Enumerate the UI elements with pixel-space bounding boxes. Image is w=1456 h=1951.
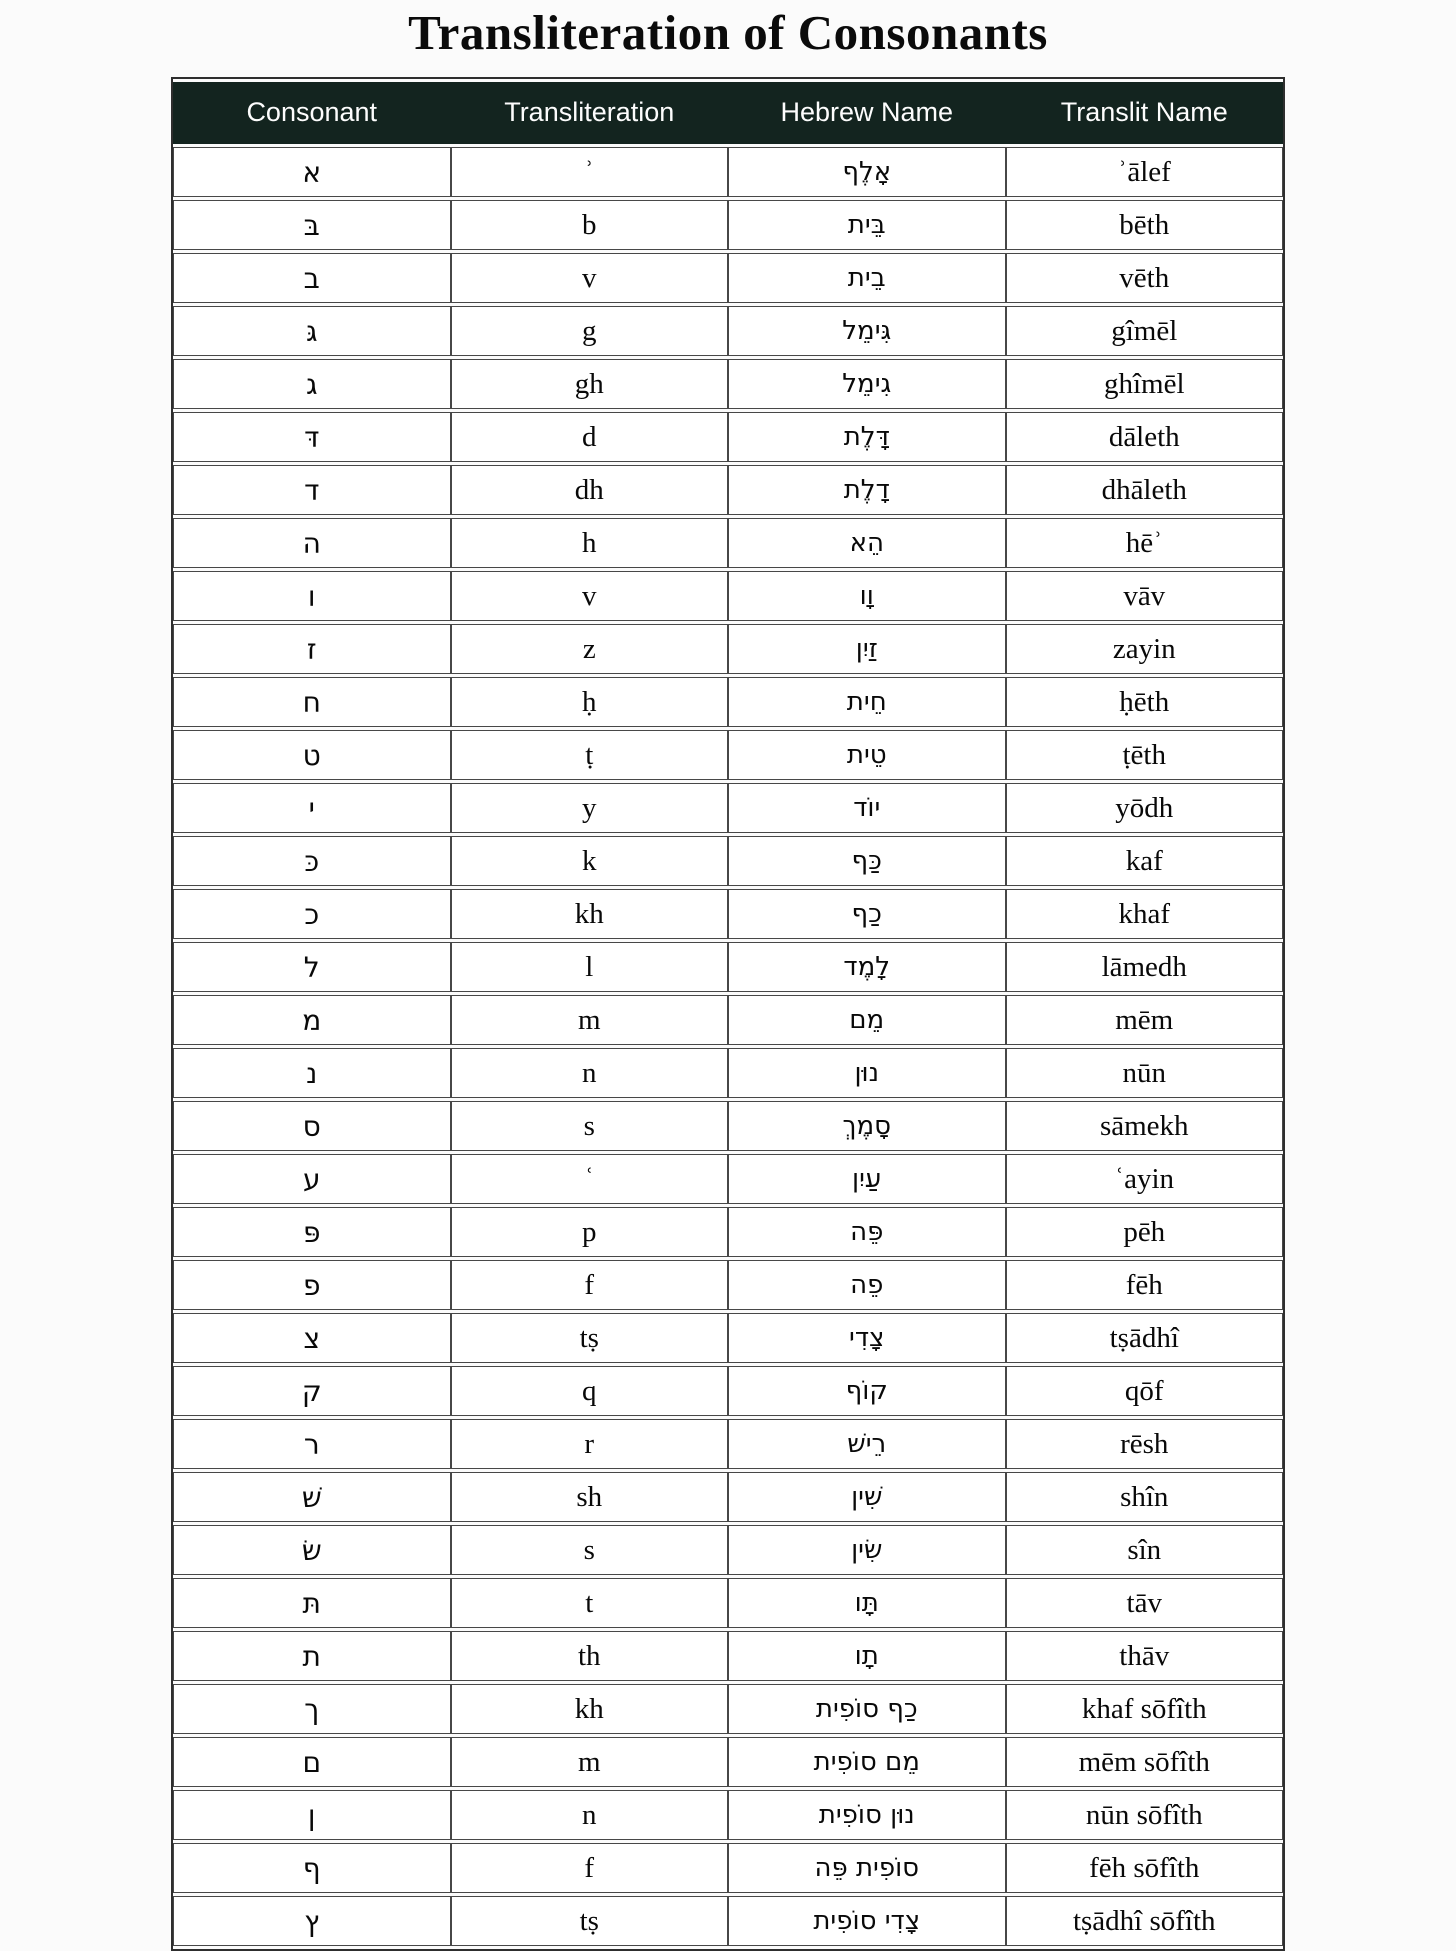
consonant-cell: ק xyxy=(173,1366,451,1416)
hebrew-name-cell: דָלֶת xyxy=(728,465,1006,515)
translit-name-cell: dāleth xyxy=(1006,412,1284,462)
consonant-cell: ה xyxy=(173,518,451,568)
translit-name-cell: shîn xyxy=(1006,1472,1284,1522)
translit-name-cell: tṣādhî sōfîth xyxy=(1006,1896,1284,1946)
table-row xyxy=(173,412,1283,462)
hebrew-name-cell: פֵּה xyxy=(728,1207,1006,1257)
consonant-cell: ס xyxy=(173,1101,451,1151)
table-row xyxy=(173,624,1283,674)
hebrew-name-cell: יוֹד xyxy=(728,783,1006,833)
hebrew-name-cell: שִׁין xyxy=(728,1472,1006,1522)
hebrew-name-cell: דָּלֶת xyxy=(728,412,1006,462)
hebrew-name-cell: נוּן xyxy=(728,1048,1006,1098)
consonant-cell: צ xyxy=(173,1313,451,1363)
consonant-cell: מ xyxy=(173,995,451,1045)
translit-name-cell: ṭēth xyxy=(1006,730,1284,780)
translit-name-cell: dhāleth xyxy=(1006,465,1284,515)
hebrew-name-cell: כַּף xyxy=(728,836,1006,886)
table-row xyxy=(173,1472,1283,1522)
translit-name-cell: hēʾ xyxy=(1006,518,1284,568)
translit-name-cell: thāv xyxy=(1006,1631,1284,1681)
consonant-cell: כ xyxy=(173,889,451,939)
translit-cell: s xyxy=(451,1525,729,1575)
consonant-cell: ט xyxy=(173,730,451,780)
hebrew-name-cell: אָלֶף xyxy=(728,147,1006,197)
translit-name-cell: mēm xyxy=(1006,995,1284,1045)
table-row xyxy=(173,306,1283,356)
translit-name-cell: mēm sōfîth xyxy=(1006,1737,1284,1787)
table-row xyxy=(173,1048,1283,1098)
table-row xyxy=(173,889,1283,939)
translit-cell: th xyxy=(451,1631,729,1681)
translit-name-cell: ghîmēl xyxy=(1006,359,1284,409)
table-row xyxy=(173,1578,1283,1628)
table-row xyxy=(173,518,1283,568)
hebrew-name-cell: זַיִן xyxy=(728,624,1006,674)
table-row xyxy=(173,1419,1283,1469)
consonant-cell: ם xyxy=(173,1737,451,1787)
hebrew-name-cell: נוּן סוֹפִית xyxy=(728,1790,1006,1840)
translit-cell: ʾ xyxy=(451,147,729,197)
consonant-cell: פ xyxy=(173,1260,451,1310)
translit-cell: tṣ xyxy=(451,1896,729,1946)
header-translit-name: Translit Name xyxy=(1006,82,1284,144)
translit-cell: f xyxy=(451,1260,729,1310)
hebrew-name-cell: שִׂין xyxy=(728,1525,1006,1575)
hebrew-name-cell: צָדִי xyxy=(728,1313,1006,1363)
consonant-cell: ז xyxy=(173,624,451,674)
translit-name-cell: pēh xyxy=(1006,1207,1284,1257)
hebrew-name-cell: גִימֵל xyxy=(728,359,1006,409)
consonant-cell: א xyxy=(173,147,451,197)
table-row xyxy=(173,465,1283,515)
table-row xyxy=(173,571,1283,621)
consonant-cell: דּ xyxy=(173,412,451,462)
translit-cell: d xyxy=(451,412,729,462)
table-row xyxy=(173,1207,1283,1257)
consonant-cell: ך xyxy=(173,1684,451,1734)
translit-cell: l xyxy=(451,942,729,992)
consonant-cell: שׂ xyxy=(173,1525,451,1575)
hebrew-name-cell: מֵם xyxy=(728,995,1006,1045)
hebrew-name-cell: רֵישׁ xyxy=(728,1419,1006,1469)
table-row xyxy=(173,1260,1283,1310)
hebrew-name-cell: עַיִן xyxy=(728,1154,1006,1204)
hebrew-name-cell: וָו xyxy=(728,571,1006,621)
consonant-cell: י xyxy=(173,783,451,833)
translit-cell: gh xyxy=(451,359,729,409)
hebrew-name-cell: מֵם סוֹפִית xyxy=(728,1737,1006,1787)
translit-cell: ʿ xyxy=(451,1154,729,1204)
translit-name-cell: rēsh xyxy=(1006,1419,1284,1469)
consonant-cell: ד xyxy=(173,465,451,515)
translit-cell: p xyxy=(451,1207,729,1257)
translit-name-cell: nūn sōfîth xyxy=(1006,1790,1284,1840)
consonant-cell: פּ xyxy=(173,1207,451,1257)
table-row xyxy=(173,1154,1283,1204)
table-row xyxy=(173,1313,1283,1363)
translit-name-cell: vāv xyxy=(1006,571,1284,621)
table-row xyxy=(173,1366,1283,1416)
table-row xyxy=(173,783,1283,833)
table-row xyxy=(173,995,1283,1045)
hebrew-name-cell: צָדִי סוֹפִית xyxy=(728,1896,1006,1946)
consonant-cell: כּ xyxy=(173,836,451,886)
consonant-cell: ג xyxy=(173,359,451,409)
table-row xyxy=(173,1525,1283,1575)
translit-name-cell: ʾālef xyxy=(1006,147,1284,197)
table-body xyxy=(173,147,1283,1946)
translit-name-cell: khaf sōfîth xyxy=(1006,1684,1284,1734)
consonant-cell: ת xyxy=(173,1631,451,1681)
consonant-cell: ע xyxy=(173,1154,451,1204)
table-row xyxy=(173,1684,1283,1734)
header-row xyxy=(173,82,1283,144)
table-row xyxy=(173,1101,1283,1151)
translit-name-cell: sîn xyxy=(1006,1525,1284,1575)
table-head xyxy=(173,82,1283,144)
hebrew-name-cell: פֵה xyxy=(728,1260,1006,1310)
translit-name-cell: fēh sōfîth xyxy=(1006,1843,1284,1893)
translit-name-cell: kaf xyxy=(1006,836,1284,886)
translit-cell: dh xyxy=(451,465,729,515)
translit-cell: g xyxy=(451,306,729,356)
translit-name-cell: ʿayin xyxy=(1006,1154,1284,1204)
hebrew-name-cell: הֵא xyxy=(728,518,1006,568)
header-transliteration: Transliteration xyxy=(451,82,729,144)
translit-cell: b xyxy=(451,200,729,250)
translit-cell: tṣ xyxy=(451,1313,729,1363)
consonant-cell: ר xyxy=(173,1419,451,1469)
translit-cell: kh xyxy=(451,889,729,939)
translit-cell: m xyxy=(451,1737,729,1787)
table-row xyxy=(173,730,1283,780)
hebrew-name-cell: טֵית xyxy=(728,730,1006,780)
consonant-cell: ן xyxy=(173,1790,451,1840)
header-consonant: Consonant xyxy=(173,82,451,144)
table-row xyxy=(173,253,1283,303)
table-row xyxy=(173,1843,1283,1893)
table-row xyxy=(173,836,1283,886)
translit-cell: m xyxy=(451,995,729,1045)
translit-name-cell: ḥēth xyxy=(1006,677,1284,727)
hebrew-name-cell: קוֹף xyxy=(728,1366,1006,1416)
hebrew-name-cell: בֵּית xyxy=(728,200,1006,250)
hebrew-name-cell: תָּו xyxy=(728,1578,1006,1628)
consonant-cell: ף xyxy=(173,1843,451,1893)
translit-name-cell: tṣādhî xyxy=(1006,1313,1284,1363)
translit-cell: y xyxy=(451,783,729,833)
translit-name-cell: fēh xyxy=(1006,1260,1284,1310)
translit-cell: s xyxy=(451,1101,729,1151)
translit-name-cell: bēth xyxy=(1006,200,1284,250)
table-row xyxy=(173,1896,1283,1946)
consonant-cell: ל xyxy=(173,942,451,992)
consonant-cell: בּ xyxy=(173,200,451,250)
translit-name-cell: zayin xyxy=(1006,624,1284,674)
consonant-cell: ח xyxy=(173,677,451,727)
translit-name-cell: sāmekh xyxy=(1006,1101,1284,1151)
consonant-cell: נ xyxy=(173,1048,451,1098)
hebrew-name-cell: כַף סוֹפִית xyxy=(728,1684,1006,1734)
table-row xyxy=(173,200,1283,250)
translit-name-cell: khaf xyxy=(1006,889,1284,939)
translit-cell: q xyxy=(451,1366,729,1416)
table-row xyxy=(173,1737,1283,1787)
consonant-cell: ב xyxy=(173,253,451,303)
translit-name-cell: lāmedh xyxy=(1006,942,1284,992)
translit-cell: kh xyxy=(451,1684,729,1734)
translit-name-cell: tāv xyxy=(1006,1578,1284,1628)
translit-name-cell: gîmēl xyxy=(1006,306,1284,356)
translit-cell: n xyxy=(451,1790,729,1840)
table-row xyxy=(173,359,1283,409)
translit-cell: sh xyxy=(451,1472,729,1522)
table-row xyxy=(173,147,1283,197)
hebrew-name-cell: תָו xyxy=(728,1631,1006,1681)
table-row xyxy=(173,942,1283,992)
hebrew-name-cell: חֵית xyxy=(728,677,1006,727)
translit-cell: f xyxy=(451,1843,729,1893)
translit-cell: ḥ xyxy=(451,677,729,727)
hebrew-name-cell: גִּימֵל xyxy=(728,306,1006,356)
translit-cell: v xyxy=(451,571,729,621)
header-hebrew-name: Hebrew Name xyxy=(728,82,1006,144)
hebrew-name-cell: בֵית xyxy=(728,253,1006,303)
table-row xyxy=(173,677,1283,727)
translit-cell: v xyxy=(451,253,729,303)
transliteration-table xyxy=(171,77,1285,1951)
hebrew-name-cell: לָמֶד xyxy=(728,942,1006,992)
translit-cell: n xyxy=(451,1048,729,1098)
translit-cell: h xyxy=(451,518,729,568)
table-row xyxy=(173,1631,1283,1681)
translit-cell: z xyxy=(451,624,729,674)
hebrew-name-cell: סָמֶךְ xyxy=(728,1101,1006,1151)
consonant-cell: ו xyxy=(173,571,451,621)
translit-cell: t xyxy=(451,1578,729,1628)
page-title: Transliteration of Consonants xyxy=(408,5,1048,60)
translit-cell: ṭ xyxy=(451,730,729,780)
translit-name-cell: qōf xyxy=(1006,1366,1284,1416)
hebrew-name-cell: סוֹפִית פֵּה xyxy=(728,1843,1006,1893)
consonant-cell: תּ xyxy=(173,1578,451,1628)
translit-cell: r xyxy=(451,1419,729,1469)
consonant-cell: ץ xyxy=(173,1896,451,1946)
hebrew-name-cell: כַף xyxy=(728,889,1006,939)
translit-name-cell: yōdh xyxy=(1006,783,1284,833)
table-row xyxy=(173,1790,1283,1840)
translit-cell: k xyxy=(451,836,729,886)
translit-name-cell: nūn xyxy=(1006,1048,1284,1098)
translit-name-cell: vēth xyxy=(1006,253,1284,303)
consonant-cell: שׁ xyxy=(173,1472,451,1522)
consonant-cell: גּ xyxy=(173,306,451,356)
